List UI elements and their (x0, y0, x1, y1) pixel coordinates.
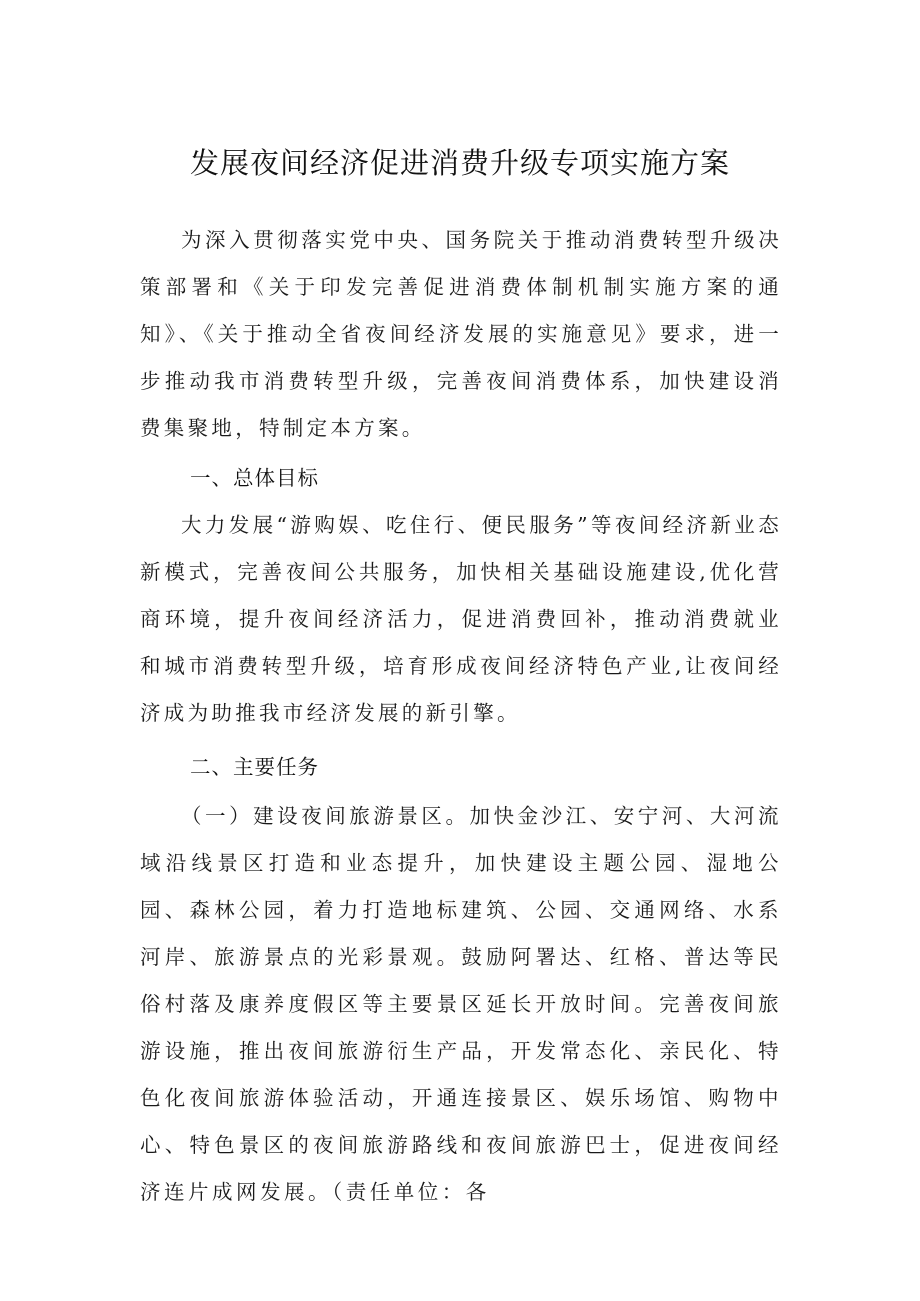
section-heading-main-tasks: 二、主要任务 (190, 755, 319, 779)
main-tasks-paragraph: （一）建设夜间旅游景区。加快金沙江、安宁河、大河流域沿线景区打造和业态提升，加快建设主题公园、湿地公园、森林公园，着力打造地标建筑、公园、交通网络、水系河岸、旅游景点的光彩景观。鼓励阿署达、红格、普达等民俗村落及康养度假区等主要景区延长开放时间。完善夜间旅游设施，推出夜间旅游衍生产品，开发常态化、亲民化、特色化夜间旅游体验活动，开通连接景区、娱乐场馆、购物中心、特色景区的夜间旅游路线和夜间旅游巴士，促进夜间经济连片成网发展。（责任单位：各 (140, 804, 782, 1204)
intro-paragraph: 为深入贯彻落实党中央、国务院关于推动消费转型升级决策部署和《关于印发完善促进消费体制机制实施方案的通知》、《关于推动全省夜间经济发展的实施意见》要求，进一步推动我市消费转型升级，完善夜间消费体系，加快建设消费集聚地，特制定本方案。 (140, 228, 782, 440)
section-heading-overall-goal: 一、总体目标 (190, 466, 319, 490)
overall-goal-paragraph: 大力发展“游购娱、吃住行、便民服务”等夜间经济新业态新模式，完善夜间公共服务，加快相关基础设施建设,优化营商环境，提升夜间经济活力，促进消费回补，推动消费就业和城市消费转型升级，培育形成夜间经济特色产业,让夜间经济成为助推我市经济发展的新引擎。 (140, 513, 782, 725)
document-title: 发展夜间经济促进消费升级专项实施方案 (189, 146, 730, 180)
